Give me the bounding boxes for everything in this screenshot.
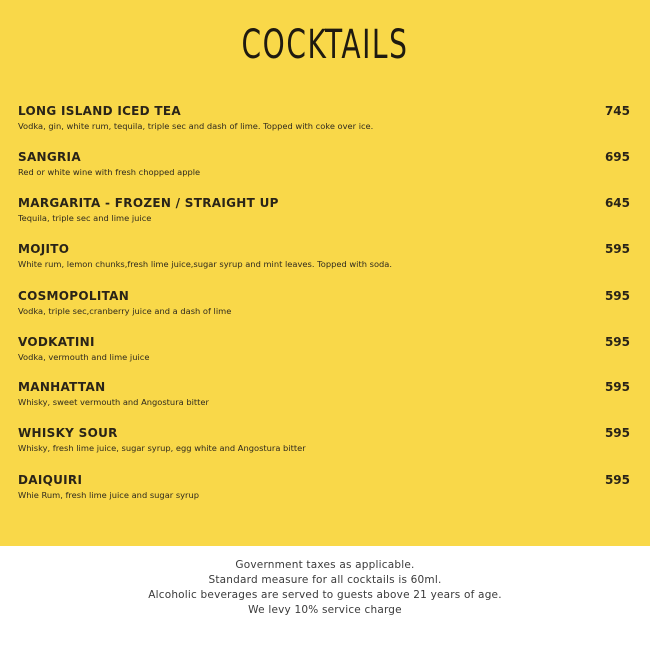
item-description: Red or white wine with fresh chopped apple: [18, 167, 201, 177]
item-price: 595: [604, 289, 630, 303]
item-name: MARGARITA - FROZEN / STRAIGHT UP: [18, 196, 279, 210]
item-name: COSMOPOLITAN: [18, 289, 130, 303]
menu-item-long-island-iced-tea: [18, 103, 630, 143]
item-name: MOJITO: [18, 242, 70, 256]
item-price: 595: [604, 242, 630, 256]
item-description: Whisky, fresh lime juice, sugar syrup, egg white and Angostura bitter: [18, 443, 306, 453]
item-name: WHISKY SOUR: [18, 426, 118, 440]
item-price: 595: [604, 335, 630, 349]
footer-service-charge-note: We levy 10% service charge: [248, 604, 402, 616]
item-name: SANGRIA: [18, 150, 81, 164]
menu-title: COCKTAILS: [241, 22, 409, 68]
menu-item-daiquiri: [18, 472, 630, 512]
item-description: Vodka, triple sec,cranberry juice and a dash of lime: [18, 306, 232, 316]
menu-footer-notes: [0, 558, 650, 618]
item-name: LONG ISLAND ICED TEA: [18, 104, 181, 118]
item-description: Vodka, vermouth and lime juice: [18, 352, 150, 362]
item-price: 645: [604, 196, 630, 210]
menu-item-mojito: [18, 241, 630, 281]
menu-item-manhattan: [18, 379, 630, 419]
item-price: 595: [604, 426, 630, 440]
item-name: MANHATTAN: [18, 380, 106, 394]
item-price: 595: [604, 380, 630, 394]
item-name: VODKATINI: [18, 335, 95, 349]
footer-measure-note: Standard measure for all cocktails is 60ml.: [208, 574, 442, 586]
item-price: 745: [604, 104, 630, 118]
item-description: Vodka, gin, white rum, tequila, triple sec and dash of lime. Topped with coke over ice.: [18, 121, 374, 131]
menu-item-cosmopolitan: [18, 288, 630, 328]
footer-age-note: Alcoholic beverages are served to guests above 21 years of age.: [148, 589, 502, 601]
menu-item-vodkatini: [18, 334, 630, 374]
item-description: White rum, lemon chunks,fresh lime juice,sugar syrup and mint leaves. Topped with soda.: [18, 259, 393, 269]
menu-item-whisky-sour: [18, 425, 630, 465]
item-name: DAIQUIRI: [18, 473, 83, 487]
footer-taxes-note: Government taxes as applicable.: [235, 559, 415, 571]
menu-item-sangria: [18, 149, 630, 189]
item-price: 695: [604, 150, 630, 164]
item-description: Whisky, sweet vermouth and Angostura bitter: [18, 397, 209, 407]
item-price: 595: [604, 473, 630, 487]
item-description: Tequila, triple sec and lime juice: [18, 213, 152, 223]
menu-item-margarita: [18, 195, 630, 235]
item-description: Whie Rum, fresh lime juice and sugar syrup: [18, 490, 199, 500]
